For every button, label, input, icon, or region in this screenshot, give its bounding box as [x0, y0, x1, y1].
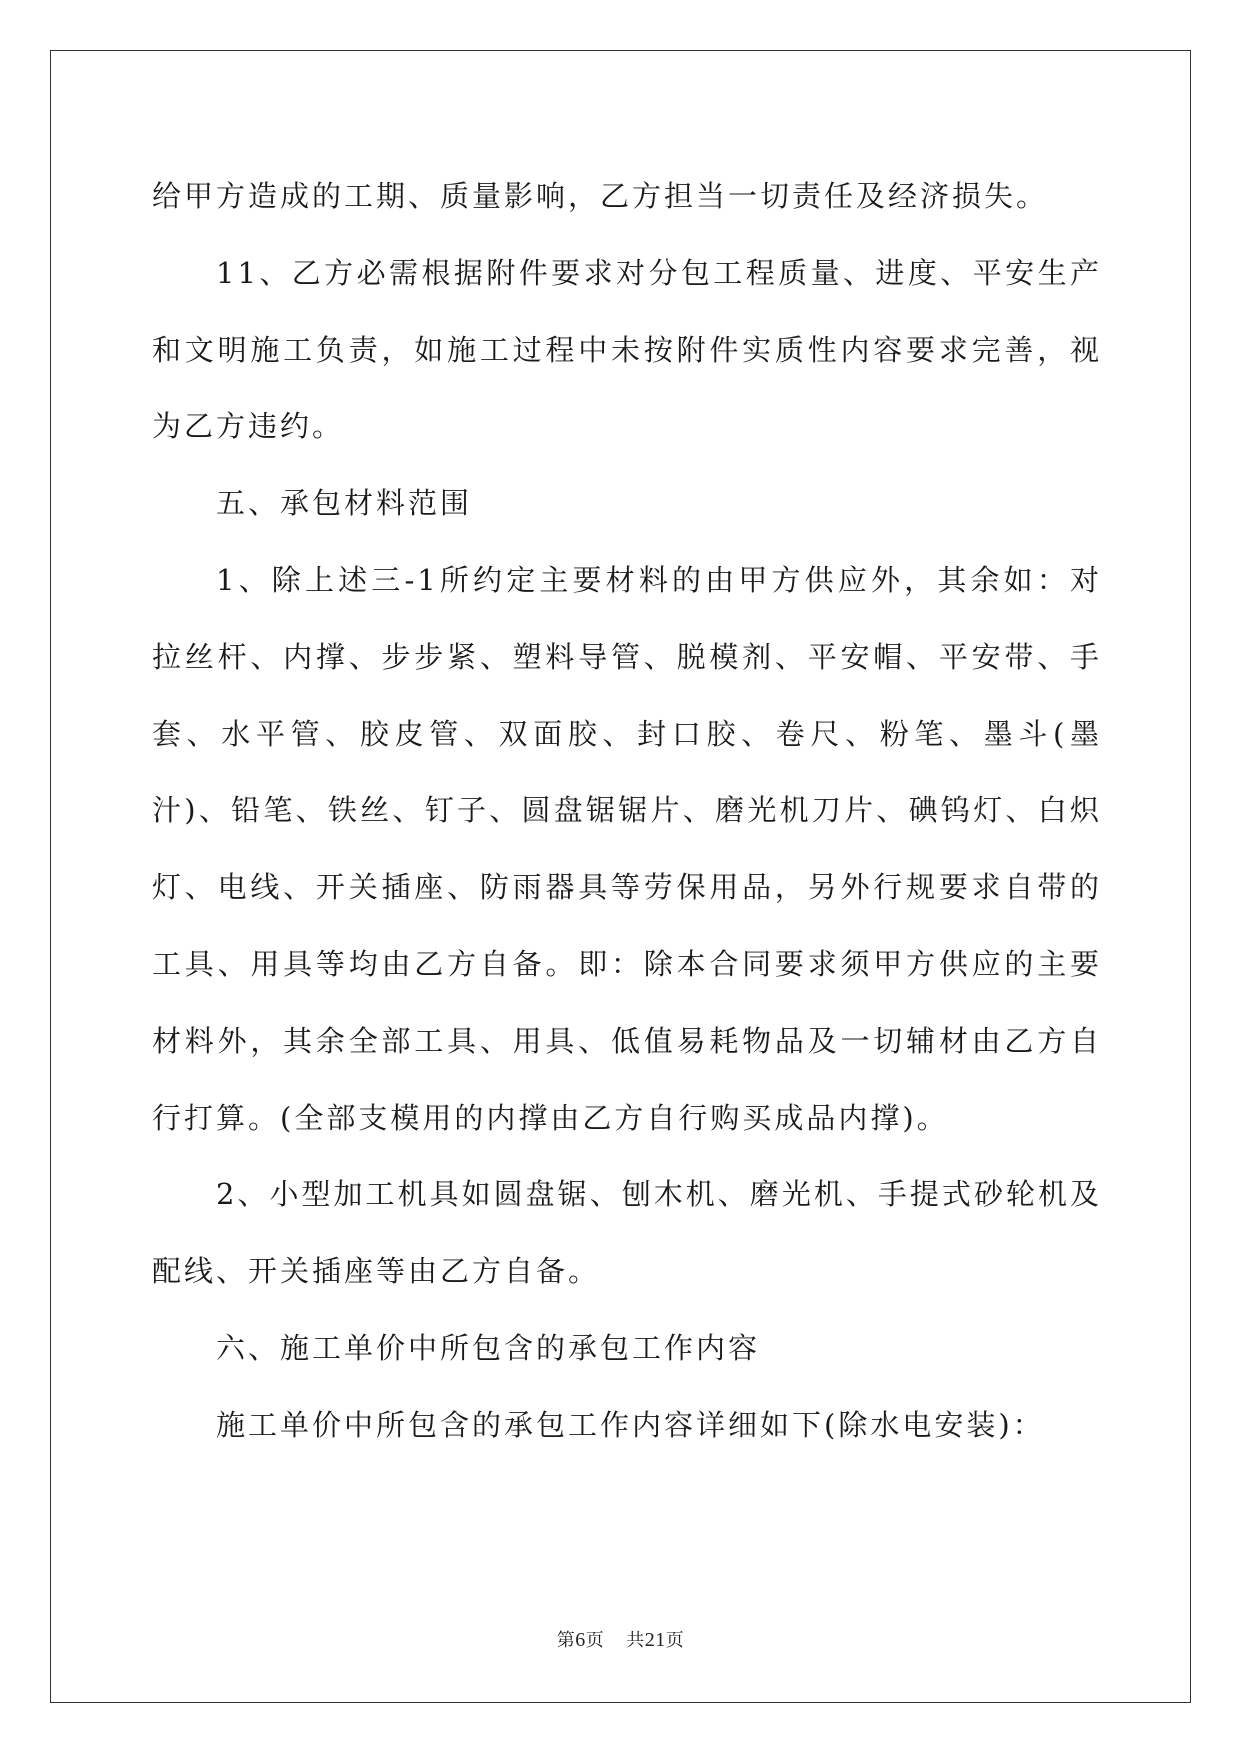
paragraph-clause-11: 11、乙方必需根据附件要求对分包工程质量、进度、平安生产和文明施工负责，如施工过程中未按附件实质性内容要求完善，视为乙方违约。: [152, 255, 1102, 444]
paragraph-continuation: 给甲方造成的工期、质量影响，乙方担当一切责任及经济损失。: [152, 179, 1049, 213]
footer-page-number: 6: [575, 1629, 586, 1651]
section-heading-6: 六、施工单价中所包含的承包工作内容: [216, 1330, 761, 1365]
section-heading-5: 五、承包材料范围: [216, 486, 473, 521]
footer-total-suffix: 页: [665, 1630, 685, 1651]
footer-total-pages: 21: [644, 1629, 666, 1651]
page-footer: [0, 1626, 1241, 1652]
paragraph-scope-intro: 施工单价中所包含的承包工作内容详细如下(除水电安装)：: [216, 1407, 1045, 1442]
footer-total-prefix: 共: [626, 1630, 645, 1651]
document-body: [152, 158, 1102, 1464]
footer-prefix: 第: [556, 1630, 576, 1651]
paragraph-item-2: 2、小型加工机具如圆盘锯、刨木机、磨光机、手提式砂轮机及配线、开关插座等由乙方自备。: [152, 1177, 1102, 1289]
footer-page-suffix: 页: [585, 1630, 605, 1651]
paragraph-item-1: 1、除上述三-1所约定主要材料的由甲方供应外，其余如：对拉丝杆、内撑、步步紧、塑料导管、脱模剂、平安帽、平安带、手套、水平管、胶皮管、双面胶、封口胶、卷尺、粉笔、墨斗(墨汁)、铅笔、铁丝、钉子、圆盘锯锯片、磨光机刀片、碘钨灯、白炽灯、电线、开关插座、防雨器具等劳保用品，另外行规要求自带的工具、用具等均由乙方自备。即：除本合同要求须甲方供应的主要材料外，其余全部工具、用具、低值易耗物品及一切辅材由乙方自行打算。(全部支模用的内撑由乙方自行购买成品内撑)。: [152, 562, 1102, 1135]
